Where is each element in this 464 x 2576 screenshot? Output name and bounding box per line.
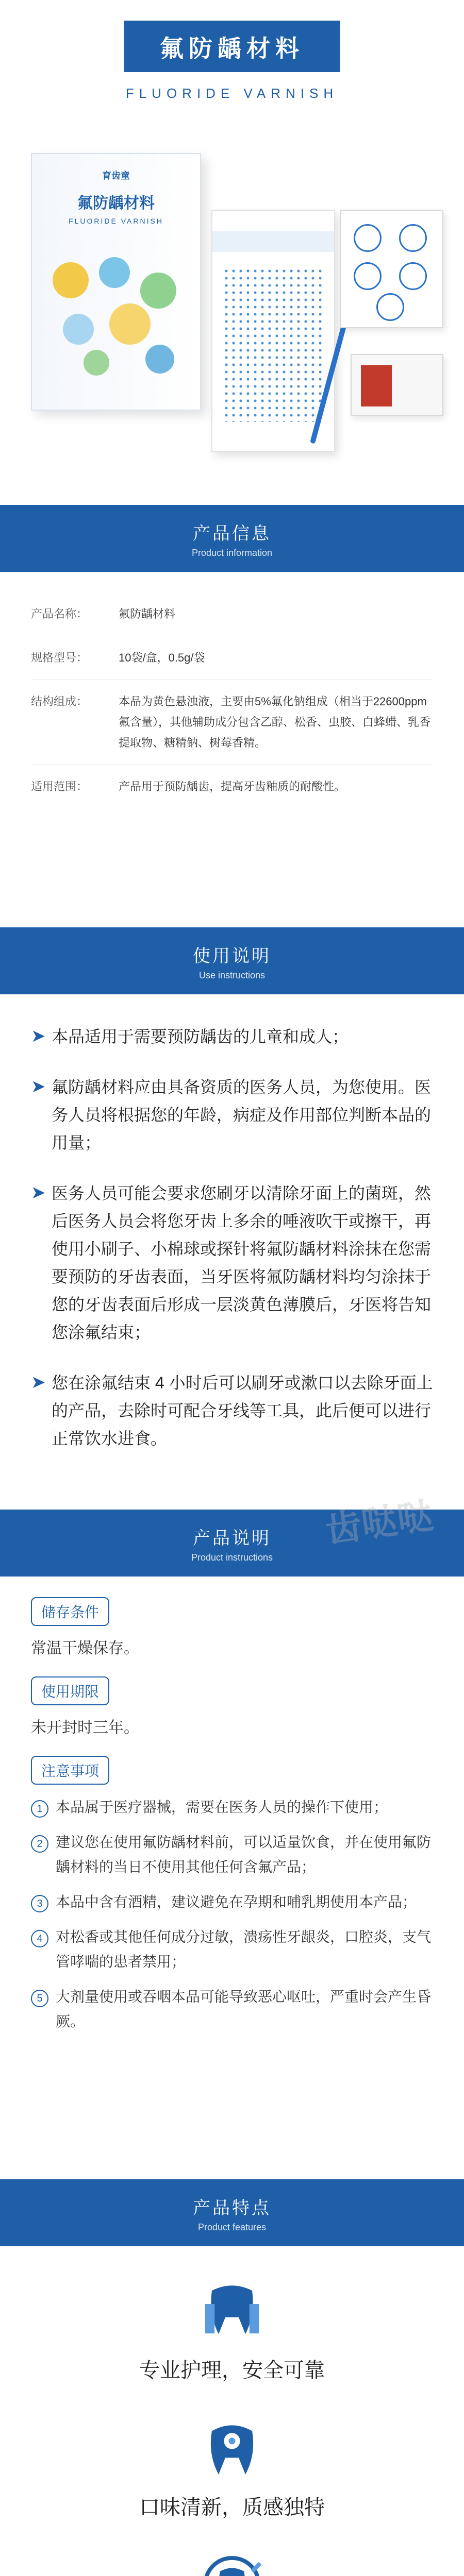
note-number: 5 xyxy=(31,1990,48,2007)
feature-item xyxy=(0,2414,464,2520)
dosage-ring xyxy=(354,262,382,290)
note-text: 本品中含有酒精，建议避免在孕期和哺乳期使用本产品； xyxy=(56,1894,417,1910)
info-value: 氟防龋材料 xyxy=(119,607,176,620)
pattern-dot xyxy=(53,262,89,298)
features-section xyxy=(0,2179,464,2576)
pattern-dot xyxy=(109,303,151,345)
usage-section xyxy=(0,927,464,1510)
dosage-ring xyxy=(399,224,427,252)
note-item xyxy=(31,1985,433,2034)
period-tag: 使用期限 xyxy=(31,1676,109,1705)
info-key: 产品名称： xyxy=(31,607,88,620)
usage-item xyxy=(31,1369,433,1452)
note-item xyxy=(31,1890,433,1914)
period-value: 未开封时三年。 xyxy=(31,1719,139,1736)
section-title-en: Use instructions xyxy=(198,970,266,980)
section-title-en: Product instructions xyxy=(191,1552,273,1563)
usage-text: 您在涂氟结束 4 小时后可以刷牙或漱口以去除牙面上的产品，去除时可配合牙线等工具，此后便可以进行正常饮水进食。 xyxy=(52,1374,433,1448)
arrow-bullet-icon: ➤ xyxy=(31,1077,46,1096)
storage-value: 常温干燥保存。 xyxy=(31,1640,139,1657)
pouch-band xyxy=(212,231,334,252)
info-value: 10袋/盒，0.5g/袋 xyxy=(119,651,205,664)
box-product-en: FLUORIDE VARNISH xyxy=(69,217,163,225)
section-title-en: Product features xyxy=(197,2222,267,2232)
pattern-dot xyxy=(145,345,174,374)
info-row xyxy=(31,592,433,636)
watermark: 齿哒哒 xyxy=(323,1495,436,1551)
info-value: 本品为黄色悬浊液，主要由5%氟化钠组成（相当于22600ppm氟含量），其他辅助成分包含乙醇、松香、虫胶、白蜂蜡、乳香提取物、糖精钠、树莓香精。 xyxy=(119,695,431,749)
dosage-card xyxy=(340,210,443,328)
pattern-dot xyxy=(99,257,130,288)
section-header xyxy=(0,927,464,994)
arrow-bullet-icon: ➤ xyxy=(31,1372,46,1392)
feature-item xyxy=(0,2551,464,2576)
tooth-release-icon xyxy=(198,2551,266,2576)
section-title: 产品信息 xyxy=(193,524,271,544)
pattern-dot xyxy=(140,273,176,309)
section-title: 使用说明 xyxy=(193,946,271,966)
note-item xyxy=(31,1830,433,1879)
note-text: 本品属于医疗器械，需要在医务人员的操作下使用； xyxy=(56,1799,388,1815)
note-number: 3 xyxy=(31,1895,48,1912)
page-subtitle: FLUORIDE VARNISH xyxy=(125,86,339,101)
box-product-name: 氟防龋材料 xyxy=(77,195,155,212)
page-title: 氟防龋材料 xyxy=(124,21,340,72)
note-number: 2 xyxy=(31,1835,48,1853)
note-item xyxy=(31,1925,433,1974)
usage-item xyxy=(31,1179,433,1346)
note-text: 建议您在使用氟防龋材料前，可以适量饮食，并在使用氟防龋材料的当日不使用其他任何含氟产品； xyxy=(56,1834,432,1875)
usage-item xyxy=(31,1023,433,1050)
pattern-dot xyxy=(63,314,94,345)
pouch-dot-grid xyxy=(223,267,326,422)
info-row xyxy=(31,636,433,680)
usage-text: 本品适用于需要预防龋齿的儿童和成人； xyxy=(52,1027,349,1046)
hero-section xyxy=(0,0,464,505)
note-number: 4 xyxy=(31,1930,48,1947)
box-brand: 育齿童 xyxy=(102,171,130,181)
tooth-shield-icon xyxy=(198,2277,266,2344)
features-list xyxy=(0,2246,464,2576)
storage-tag: 储存条件 xyxy=(31,1597,109,1626)
product-info-list xyxy=(0,572,464,927)
section-title-en: Product information xyxy=(191,548,273,558)
note-item xyxy=(31,1795,433,1820)
note-text: 对松香或其他任何成分过敏，溃疡性牙龈炎，口腔炎，支气管哮喘的患者禁用； xyxy=(56,1929,432,1970)
notes-tag: 注意事项 xyxy=(31,1756,109,1785)
tooth-flower-icon xyxy=(198,2414,266,2481)
product-box xyxy=(31,153,201,411)
feature-item xyxy=(0,2277,464,2383)
box-dot-pattern xyxy=(53,257,181,376)
pattern-dot xyxy=(84,350,109,376)
feature-label: 口味清新，质感独特 xyxy=(139,2496,325,2519)
arrow-bullet-icon: ➤ xyxy=(31,1183,46,1202)
product-info-section xyxy=(0,505,464,927)
usage-text: 医务人员可能会要求您刷牙以清除牙面上的菌斑，然后医务人员会将您牙齿上多余的唾液吹干或擦干，再使用小刷子、小棉球或探针将氟防龋材料涂抹在您需要预防的牙齿表面，当牙医将氟防龋材料均匀涂抹于您的牙齿表面后形成一层淡黄色薄膜后，牙医将告知您涂氟结束； xyxy=(52,1184,432,1342)
description-section xyxy=(0,1510,464,2179)
arrow-bullet-icon: ➤ xyxy=(31,1026,46,1046)
info-key: 适用范围： xyxy=(31,780,88,793)
dosage-ring xyxy=(376,293,404,321)
section-title: 产品特点 xyxy=(193,2198,271,2218)
instruction-card xyxy=(351,354,443,416)
info-row xyxy=(31,765,433,808)
dosage-ring xyxy=(399,262,427,290)
usage-list xyxy=(0,994,464,1510)
usage-item xyxy=(31,1073,433,1157)
note-number: 1 xyxy=(31,1800,48,1818)
usage-text: 氟防龋材料应由具备资质的医务人员，为您使用。医务人员将根据您的年龄，病症及作用部位判断本品的用量； xyxy=(52,1078,432,1152)
info-key: 结构组成： xyxy=(31,695,88,708)
section-title: 产品说明 xyxy=(193,1529,271,1548)
info-value: 产品用于预防龋齿，提高牙齿釉质的耐酸性。 xyxy=(119,780,346,793)
product-photo xyxy=(21,132,443,503)
info-row xyxy=(31,680,433,765)
description-body xyxy=(0,1577,464,2179)
dosage-ring xyxy=(354,224,382,252)
info-key: 规格型号： xyxy=(31,651,88,664)
feature-label: 专业护理，安全可靠 xyxy=(139,2359,325,2382)
note-text: 大剂量使用或吞咽本品可能导致恶心呕吐，严重时会产生昏厥。 xyxy=(56,1989,432,2029)
section-header xyxy=(0,505,464,572)
section-header xyxy=(0,2179,464,2246)
